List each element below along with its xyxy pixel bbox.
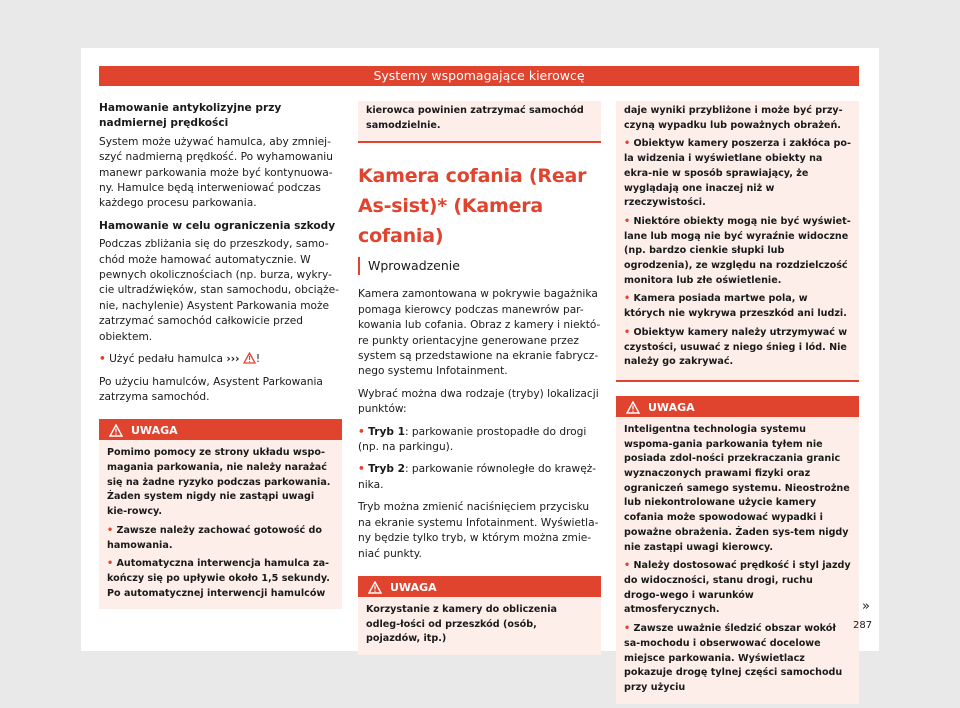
bullet-dot-icon: •	[624, 560, 631, 572]
warning-icon	[368, 581, 382, 594]
arrows-link[interactable]: ›››	[226, 353, 240, 366]
bullet-dot-icon: •	[624, 326, 631, 338]
warning-box	[358, 576, 601, 655]
bullet-dot-icon: •	[107, 524, 114, 536]
warning-title: UWAGA	[99, 421, 342, 440]
warning-box	[99, 419, 342, 609]
warning-bullet: • Kamera posiada martwe pola, w których nie wykrywa przeszkód ani ludzi.	[624, 293, 847, 320]
bullet-dot-icon: •	[624, 293, 631, 305]
paragraph: Kamera zamontowana w pokrywie bagażnika pomaga kierowcy podczas manewrów par-kowania lub cofania. Obraz z kamery i niektó-re punkty orientacyjne generowane przez system są przedstawione na ekranie fabrycz-nego systemu Infotainment.	[358, 288, 601, 378]
section-header: Systemy wspomagające kierowcę	[99, 66, 859, 86]
heading-damage-limit: Hamowanie w celu ograniczenia szkody	[99, 219, 336, 232]
column-3	[616, 101, 859, 704]
section-title: Kamera cofania (Rear As-sist)* (Kamera cofania)	[358, 165, 587, 248]
warning-icon	[626, 401, 640, 414]
warning-text: Korzystanie z kamery do obliczenia odleg-łości od przeszkód (osób, pojazdów, itp.)	[366, 603, 557, 645]
warning-bullet: • Zawsze uważnie śledzić obszar wokół sa-mochodu i obserwować docelowe miejsce parkowania. Wyświetlacz pokazuje drogę tylnej części samochodu przy użyciu	[624, 623, 843, 693]
warning-text: daje wyniki przybliżone i może być przy-czyną wypadku lub poważnych obrażeń.	[624, 105, 843, 131]
bullet-dot-icon: •	[358, 463, 365, 476]
paragraph: Wybrać można dwa rodzaje (tryby) lokalizacji punktów:	[358, 387, 599, 416]
bullet-item: • Tryb 2: parkowanie równoległe do krawęż-nika.	[358, 463, 597, 491]
warning-bullet: • Niektóre obiekty mogą nie być wyświet-lane lub mogą nie być wyraźnie widoczne (np. bardzo cienkie słupki lub ogrodzenia), ze względu na rozdzielczość monitora lub złe oświetlenie.	[624, 215, 851, 286]
paragraph: Podczas zbliżania się do przeszkody, samo-chód może hamować automatycznie. W pewnych okolicznościach (np. burza, wykry-cie ultradźwięków, stan samochodu, obciąże-nie, nachylenie) Asystent Parkowania może zatrzymać samochód całkowicie przed obiektem.	[99, 238, 339, 343]
paragraph: Tryb można zmienić naciśnięciem przycisku na ekranie systemu Infotainment. Wyświetla-ny będzie tylko tryb, w którym można zmie-niać punkty.	[358, 501, 599, 560]
warning-title: UWAGA	[616, 398, 859, 417]
warning-bullet: • Automatyczna interwencja hamulca za-kończy się po upływie około 1,5 sekundy. Po automatycznej interwencji hamulców	[107, 558, 330, 599]
heading-antycollision: Hamowanie antykolizyjne przy nadmiernej prędkości	[99, 102, 282, 130]
warning-bullet: • Zawsze należy zachować gotowość do hamowania.	[107, 524, 323, 551]
paragraph: Po użyciu hamulców, Asystent Parkowania zatrzyma samochód.	[99, 375, 323, 403]
bullet-dot-icon: •	[107, 558, 114, 570]
bullet-item: • Tryb 1: parkowanie prostopadłe do drogi (np. na parkingu).	[358, 425, 587, 454]
paragraph: System może używać hamulca, aby zmniej-szyć nadmierną prędkość. Po wyhamowaniu manewr parkowania może być kontynuowa-ny. Hamulce będą interweniować podczas każdego procesu parkowania.	[99, 135, 333, 210]
warning-bullet: • Obiektyw kamery należy utrzymywać w czystości, usuwać z niego śnieg i lód. Nie należy go zakrywać.	[624, 326, 848, 368]
warning-title: UWAGA	[358, 578, 601, 597]
bullet-dot-icon: •	[624, 623, 631, 635]
column-1	[99, 101, 342, 609]
warning-bullet: • Należy dostosować prędkość i styl jazdy do widoczności, stanu drogi, ruchu drogo-wego i warunków atmosferycznych.	[624, 560, 851, 616]
bullet-dot-icon: •	[99, 353, 106, 366]
subsection-title: Wprowadzenie	[358, 257, 601, 275]
warning-text: Pomimo pomocy ze strony układu wspo-magania parkowania, nie należy narażać się na żadne ryzyko podczas parkowania. Żaden system nigdy nie zastąpi uwagi kie-rowcy.	[107, 447, 331, 518]
column-2	[358, 101, 601, 655]
warning-box	[616, 396, 859, 704]
warning-continuation: kierowca powinien zatrzymać samochód samodzielnie.	[358, 101, 601, 143]
warning-icon[interactable]	[243, 352, 256, 364]
page-number: 287	[853, 620, 873, 631]
bullet-dot-icon: •	[358, 425, 365, 438]
bullet-dot-icon: •	[624, 138, 631, 150]
warning-bullet: • Obiektyw kamery poszerza i zakłóca po-la widzenia i wyświetlane obiekty na ekra-nie w sposób sprawiający, że wyglądają one inaczej niż w rzeczywistości.	[624, 138, 851, 209]
warning-icon	[109, 424, 123, 437]
bullet-dot-icon: •	[624, 215, 631, 227]
warning-text: Inteligentna technologia systemu wspoma-gania parkowania tyłem nie posiada zdol-ności przekraczania granic wyznaczonych prawami fizyki oraz ograniczeń samego systemu. Nieostrożne lub niekontrolowane użycie kamery cofania może spowodować wypadki i poważne obrażenia. Żaden sys-tem nigdy nie zastąpi uwagi kierowcy.	[624, 423, 850, 553]
bullet-item: • Użyć pedału hamulca ››› !	[99, 353, 261, 366]
warning-continuation	[616, 101, 859, 382]
continue-marker: »	[862, 599, 870, 614]
